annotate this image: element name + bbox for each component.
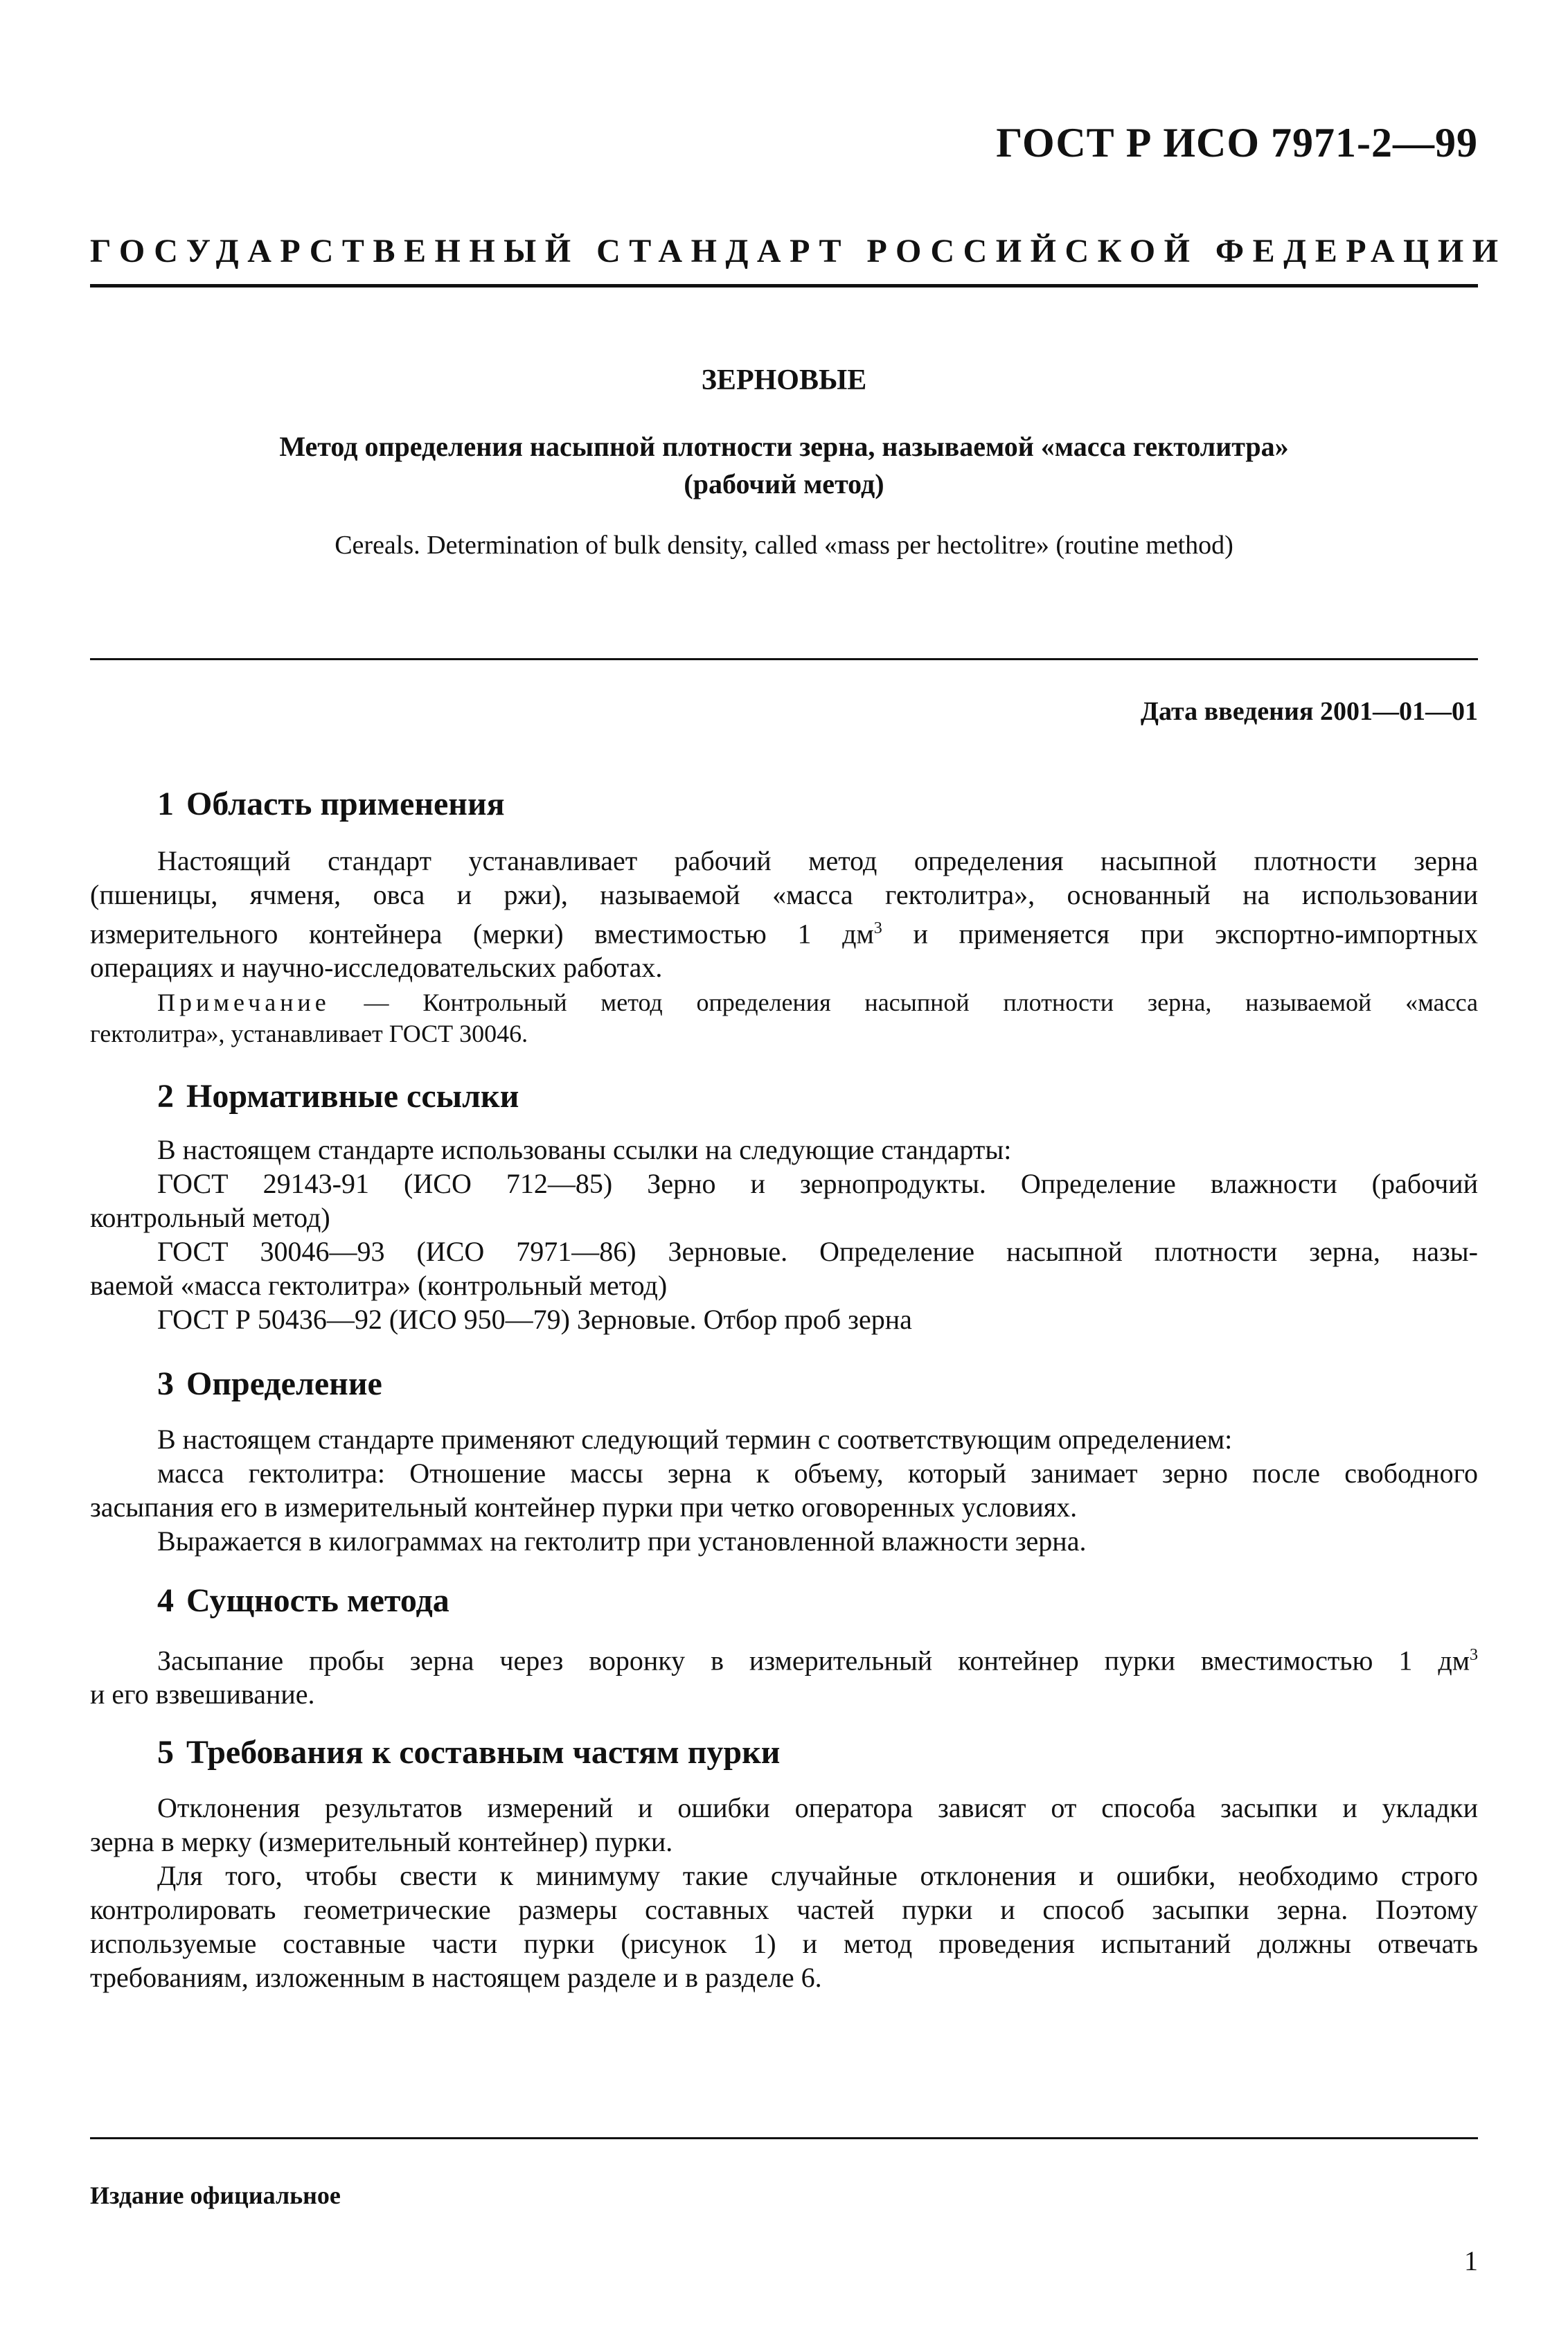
text-line: Выражается в килограммах на гектолитр при установленной влажности зерна. bbox=[157, 1525, 1087, 1557]
section-5-paragraph bbox=[90, 1791, 1478, 1994]
method-title-line2: (рабочий метод) bbox=[684, 468, 884, 499]
text-line: операциях и научно-исследовательских работах. bbox=[90, 952, 663, 984]
text-line: засыпания его в измерительный контейнер пурки при четко оговоренных условиях. bbox=[90, 1492, 1078, 1523]
text-line: Для того, чтобы свести к минимуму такие случайные отклонения и ошибки, необходимо строго bbox=[157, 1860, 1478, 1891]
section-3-title: Определение bbox=[186, 1365, 382, 1402]
introduction-date: Дата введения 2001—01—01 bbox=[1140, 697, 1478, 726]
section-5-number: 5 bbox=[157, 1734, 174, 1771]
section-3-heading bbox=[157, 1365, 382, 1403]
section-2-title: Нормативные ссылки bbox=[186, 1078, 519, 1115]
reference-line: ваемой «масса гектолитра» (контрольный метод) bbox=[90, 1270, 668, 1301]
text-fragment: Засыпание пробы зерна через воронку в измерительный контейнер пурки вместимостью 1 дм bbox=[157, 1645, 1470, 1676]
reference-line: ГОСТ 29143-91 (ИСО 712—85) Зерно и зернопродукты. Определение влажности (рабочий bbox=[157, 1168, 1478, 1199]
section-1-heading bbox=[157, 785, 505, 823]
text-line: контролировать геометрические размеры составных частей пурки и способ засыпки зерна. Поэтому bbox=[90, 1894, 1478, 1925]
section-2-number: 2 bbox=[157, 1078, 174, 1115]
text-line: используемые составные части пурки (рисунок 1) и метод проведения испытаний должны отвечать bbox=[90, 1928, 1478, 1959]
text-line: и его взвешивание. bbox=[90, 1679, 315, 1710]
reference-line: ГОСТ 30046—93 (ИСО 7971—86) Зерновые. Определение насыпной плотности зерна, назы- bbox=[157, 1236, 1478, 1267]
title-divider bbox=[90, 658, 1478, 660]
superscript: 3 bbox=[1470, 1646, 1478, 1664]
text-line bbox=[90, 1638, 1478, 1677]
footer-divider bbox=[90, 2137, 1478, 2139]
document-subject: ЗЕРНОВЫЕ bbox=[701, 364, 867, 396]
section-3-number: 3 bbox=[157, 1365, 174, 1402]
text-line: (пшеницы, ячменя, овса и ржи), называемой «масса гектолитра», основанный на использовании bbox=[90, 879, 1478, 910]
section-5-heading bbox=[157, 1733, 780, 1771]
section-3-paragraph bbox=[90, 1422, 1478, 1558]
section-4-title: Сущность метода bbox=[186, 1582, 449, 1619]
section-2-heading bbox=[157, 1077, 519, 1115]
method-title-line1: Метод определения насыпной плотности зерна, называемой «масса гектолитра» bbox=[279, 431, 1289, 462]
section-5-title: Требования к составным частям пурки bbox=[186, 1734, 781, 1771]
text-fragment: и применяется при экспортно-импортных bbox=[882, 918, 1478, 950]
reference-line: ГОСТ Р 50436—92 (ИСО 950—79) Зерновые. Отбор проб зерна bbox=[157, 1304, 912, 1335]
document-page bbox=[90, 0, 1507, 2345]
text-line: Отклонения результатов измерений и ошибки оператора зависят от способа засыпки и укладки bbox=[157, 1792, 1478, 1823]
reference-line: контрольный метод) bbox=[90, 1202, 330, 1233]
government-standard-title: ГОСУДАРСТВЕННЫЙ СТАНДАРТ РОССИЙСКОЙ ФЕДЕРАЦИИ bbox=[90, 233, 1507, 269]
document-method-title bbox=[90, 428, 1478, 503]
text-line: гектолитра», устанавливает ГОСТ 30046. bbox=[90, 1020, 528, 1047]
section-4-paragraph bbox=[90, 1638, 1478, 1711]
section-2-references bbox=[90, 1133, 1478, 1336]
text-fragment: измерительного контейнера (мерки) вместимостью 1 дм bbox=[90, 918, 874, 950]
text-line bbox=[90, 912, 1478, 950]
section-4-heading bbox=[157, 1582, 449, 1620]
section-1-title: Область применения bbox=[186, 786, 505, 822]
text-line: Настоящий стандарт устанавливает рабочий метод определения насыпной плотности зерна bbox=[157, 845, 1478, 876]
section-1-note bbox=[90, 987, 1478, 1050]
note-label: Примечание bbox=[157, 989, 330, 1016]
text-line: зерна в мерку (измерительный контейнер) пурки. bbox=[90, 1826, 673, 1857]
section-1-number: 1 bbox=[157, 786, 174, 822]
text-line: требованиям, изложенным в настоящем разделе и в разделе 6. bbox=[90, 1962, 822, 1993]
header-divider bbox=[90, 284, 1478, 287]
text-line: В настоящем стандарте применяют следующий термин с соответствующим определением: bbox=[157, 1424, 1233, 1455]
edition-label: Издание официальное bbox=[90, 2182, 341, 2209]
document-code: ГОСТ Р ИСО 7971-2—99 bbox=[996, 120, 1478, 166]
section-4-number: 4 bbox=[157, 1582, 174, 1619]
text-line bbox=[90, 987, 1478, 1018]
page-number: 1 bbox=[1464, 2245, 1478, 2276]
text-fragment: — Контрольный метод определения насыпной плотности зерна, называемой «масса bbox=[330, 989, 1478, 1016]
english-title: Cereals. Determination of bulk density, called «mass per hectolitre» (routine method) bbox=[335, 531, 1233, 560]
section-1-paragraph bbox=[90, 844, 1478, 984]
text-line: В настоящем стандарте использованы ссылки на следующие стандарты: bbox=[157, 1134, 1012, 1165]
superscript: 3 bbox=[873, 919, 882, 937]
text-line: масса гектолитра: Отношение массы зерна к объему, который занимает зерно после свободного bbox=[157, 1458, 1478, 1489]
